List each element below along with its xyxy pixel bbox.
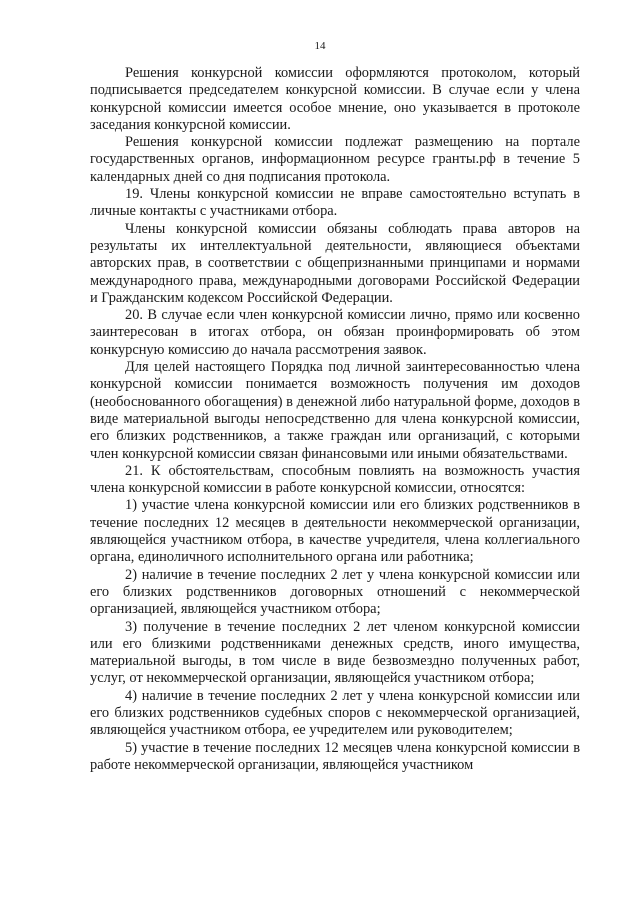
paragraph-clause-19: 19. Члены конкурсной комиссии не вправе самостоятельно вступать в личные контакты с участниками отбора. — [90, 186, 580, 220]
paragraph-clause-20: 20. В случае если член конкурсной комиссии лично, прямо или косвенно заинтересован в итогах отбора, он обязан проинформировать об этом конкурсную комиссию до начала рассмотрения заявок. — [90, 307, 580, 358]
paragraph-clause-21: 21. К обстоятельствам, способным повлиять на возможность участия члена конкурсной комиссии в работе конкурсной комиссии, относятся: — [90, 462, 580, 497]
list-item-2: 2) наличие в течение последних 2 лет у члена конкурсной комиссии или его близких родственников договорных отношений с некоммерческой организацией, являющейся участником отбора; — [90, 566, 580, 618]
paragraph-protocol: Решения конкурсной комиссии оформляются протоколом, который подписывается председателем конкурсной комиссии. В случае если у члена конкурсной комиссии имеется особое мнение, оно указывается в протоколе заседания конкурсной комиссии. — [90, 65, 580, 133]
list-item-1: 1) участие члена конкурсной комиссии или его близких родственников в течение последних 12 месяцев в деятельности некоммерческой организации, являющейся участником отбора, в качестве учредителя, члена коллегиального органа, единоличного исполнительного органа или работника; — [90, 497, 580, 566]
page-number: 14 — [314, 40, 326, 52]
list-item-4: 4) наличие в течение последних 2 лет у члена конкурсной комиссии или его близких родственников судебных споров с некоммерческой организацией, являющейся участником отбора, ее учредителем или руководителем; — [90, 687, 580, 739]
list-item-3: 3) получение в течение последних 2 лет членом конкурсной комиссии или его близкими родственниками денежных средств, иного имущества, материальной выгоды, в том числе в виде безвозмездно полученных работ, услуг, от некоммерческой организации, являющейся участником отбора; — [90, 618, 580, 687]
paragraph-publication: Решения конкурсной комиссии подлежат размещению на портале государственных органов, информационном ресурсе гранты.рф в течение 5 календарных дней со дня подписания протокола. — [90, 134, 580, 185]
list-item-5: 5) участие в течение последних 12 месяцев члена конкурсной комиссии в работе некоммерческой организации, являющейся участником — [90, 739, 580, 773]
paragraph-author-rights: Члены конкурсной комиссии обязаны соблюдать права авторов на результаты их интеллектуальной деятельности, являющиеся объектами авторских прав, в соответствии с общепризнанными принципами и нормами международного права, международными договорами Российской Федерации и Гражданским кодексом Российской Федерации. — [90, 220, 580, 306]
paragraph-personal-interest: Для целей настоящего Порядка под личной заинтересованностью члена конкурсной комиссии понимается возможность получения им доходов (необоснованного обогащения) в денежной либо натуральной форме, доходов в виде материальной выгоды непосредственно для члена конкурсной комиссии, его близких родственников, а также граждан или организаций, с которыми член конкурсной комиссии связан финансовыми или иными обязательствами. — [90, 359, 580, 462]
document-body — [90, 65, 580, 774]
